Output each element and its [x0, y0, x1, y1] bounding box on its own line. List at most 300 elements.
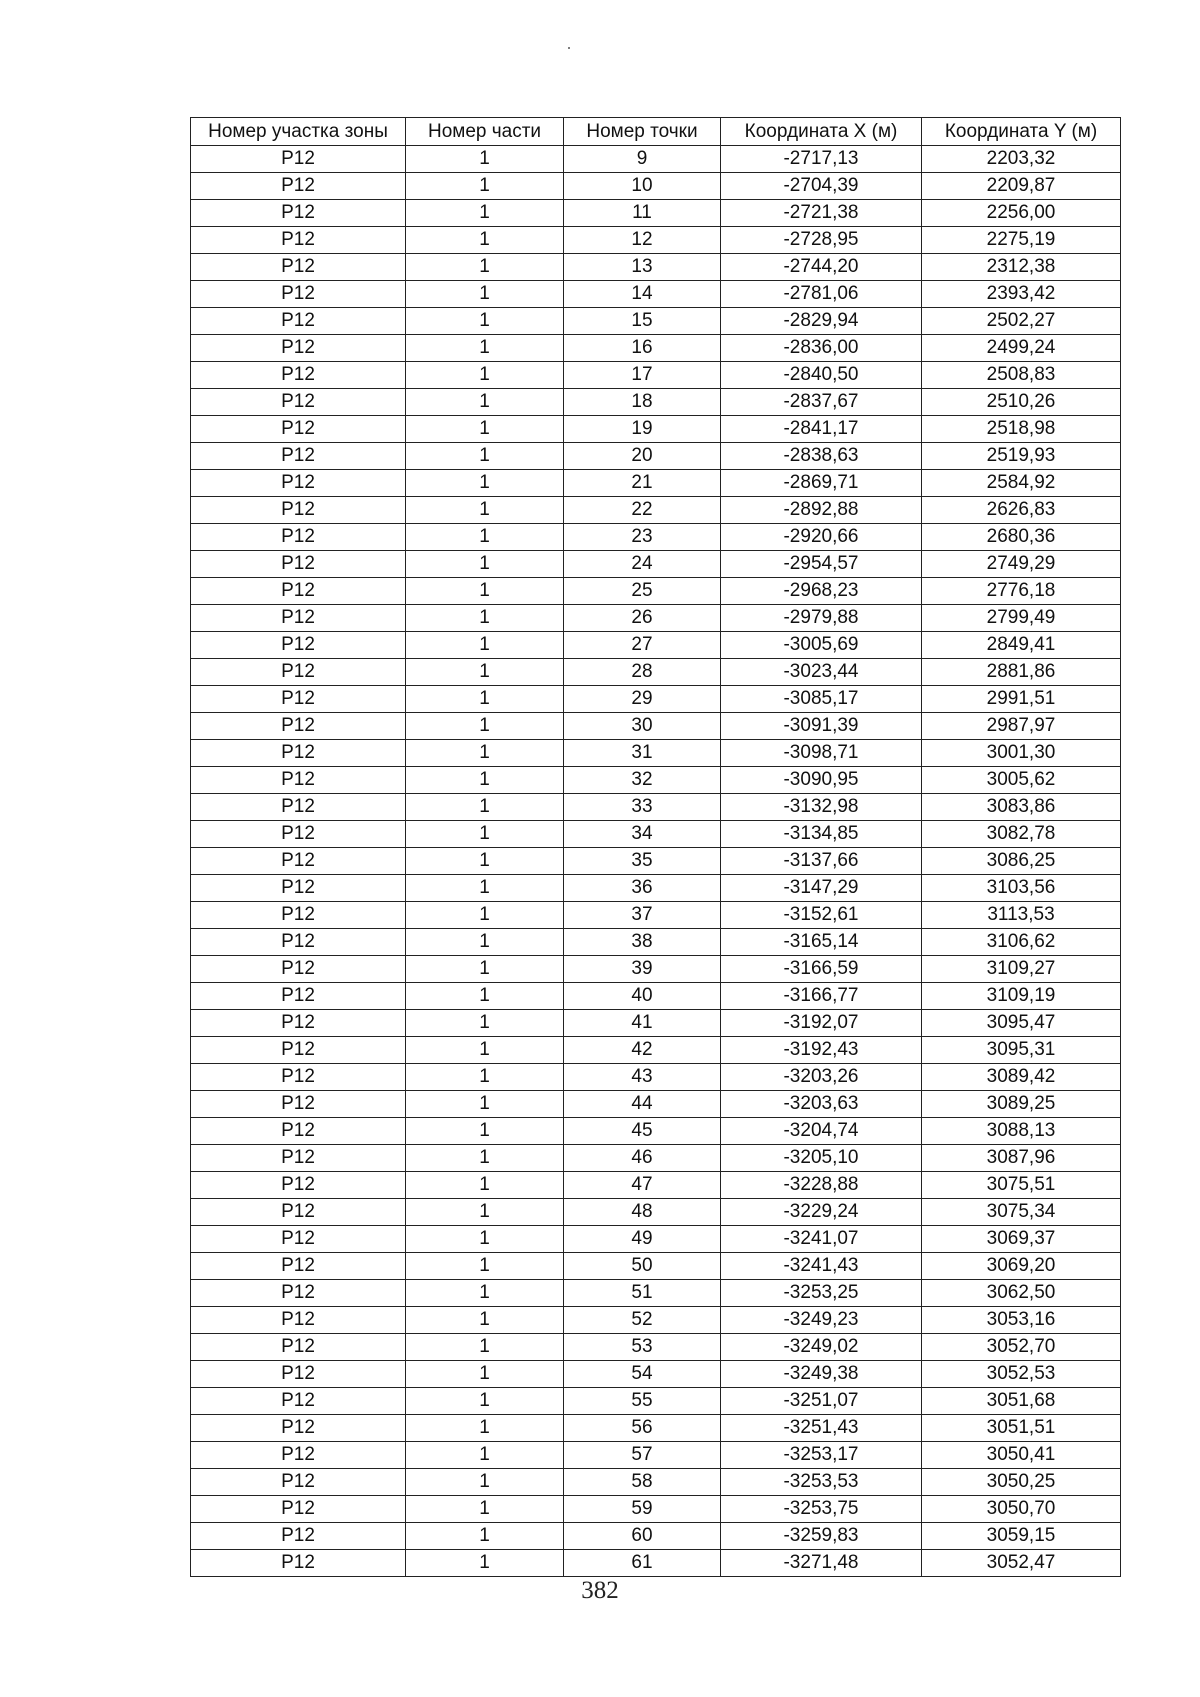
cell-zone-section: P12	[191, 146, 406, 173]
cell-coordinate-y: 3069,37	[922, 1226, 1121, 1253]
page-number: 382	[581, 1577, 619, 1604]
cell-coordinate-x: -3253,17	[721, 1442, 922, 1469]
cell-part-number: 1	[406, 1064, 564, 1091]
coordinates-table	[190, 117, 1121, 1577]
cell-zone-section: P12	[191, 1307, 406, 1334]
cell-point-number: 60	[564, 1523, 721, 1550]
cell-coordinate-y: 2312,38	[922, 254, 1121, 281]
cell-point-number: 11	[564, 200, 721, 227]
cell-zone-section: P12	[191, 1226, 406, 1253]
cell-coordinate-x: -3134,85	[721, 821, 922, 848]
table-row	[191, 1442, 1121, 1469]
cell-part-number: 1	[406, 983, 564, 1010]
cell-part-number: 1	[406, 740, 564, 767]
cell-part-number: 1	[406, 227, 564, 254]
cell-zone-section: P12	[191, 983, 406, 1010]
cell-point-number: 39	[564, 956, 721, 983]
cell-coordinate-x: -2717,13	[721, 146, 922, 173]
cell-part-number: 1	[406, 902, 564, 929]
cell-coordinate-x: -3203,26	[721, 1064, 922, 1091]
cell-coordinate-x: -3228,88	[721, 1172, 922, 1199]
cell-coordinate-x: -2728,95	[721, 227, 922, 254]
cell-point-number: 52	[564, 1307, 721, 1334]
cell-zone-section: P12	[191, 254, 406, 281]
cell-coordinate-x: -3137,66	[721, 848, 922, 875]
cell-zone-section: P12	[191, 713, 406, 740]
cell-part-number: 1	[406, 1145, 564, 1172]
cell-coordinate-x: -3249,23	[721, 1307, 922, 1334]
table-row	[191, 200, 1121, 227]
cell-coordinate-x: -3152,61	[721, 902, 922, 929]
table-row	[191, 875, 1121, 902]
cell-point-number: 45	[564, 1118, 721, 1145]
cell-coordinate-x: -3098,71	[721, 740, 922, 767]
cell-coordinate-x: -2954,57	[721, 551, 922, 578]
cell-zone-section: P12	[191, 1199, 406, 1226]
table-row	[191, 416, 1121, 443]
cell-part-number: 1	[406, 1172, 564, 1199]
cell-point-number: 58	[564, 1469, 721, 1496]
table-row	[191, 902, 1121, 929]
table-row	[191, 713, 1121, 740]
table-row	[191, 767, 1121, 794]
cell-coordinate-y: 3052,47	[922, 1550, 1121, 1577]
cell-coordinate-x: -3192,43	[721, 1037, 922, 1064]
cell-coordinate-y: 3050,70	[922, 1496, 1121, 1523]
table-row	[191, 929, 1121, 956]
table-header	[191, 118, 1121, 146]
table-row	[191, 1064, 1121, 1091]
cell-part-number: 1	[406, 1442, 564, 1469]
cell-point-number: 30	[564, 713, 721, 740]
cell-coordinate-y: 3075,34	[922, 1199, 1121, 1226]
cell-point-number: 10	[564, 173, 721, 200]
cell-point-number: 16	[564, 335, 721, 362]
cell-part-number: 1	[406, 686, 564, 713]
cell-point-number: 55	[564, 1388, 721, 1415]
cell-part-number: 1	[406, 1037, 564, 1064]
cell-part-number: 1	[406, 794, 564, 821]
cell-zone-section: P12	[191, 416, 406, 443]
cell-point-number: 21	[564, 470, 721, 497]
cell-point-number: 35	[564, 848, 721, 875]
cell-part-number: 1	[406, 1226, 564, 1253]
table-row	[191, 983, 1121, 1010]
cell-coordinate-y: 2502,27	[922, 308, 1121, 335]
cell-coordinate-x: -2920,66	[721, 524, 922, 551]
cell-point-number: 49	[564, 1226, 721, 1253]
cell-zone-section: P12	[191, 551, 406, 578]
cell-coordinate-y: 3089,42	[922, 1064, 1121, 1091]
cell-zone-section: P12	[191, 308, 406, 335]
cell-coordinate-x: -2837,67	[721, 389, 922, 416]
header-row	[191, 118, 1121, 146]
table-row	[191, 740, 1121, 767]
cell-zone-section: P12	[191, 1361, 406, 1388]
table-row	[191, 1118, 1121, 1145]
cell-zone-section: P12	[191, 1172, 406, 1199]
table-row	[191, 551, 1121, 578]
cell-zone-section: P12	[191, 848, 406, 875]
cell-point-number: 15	[564, 308, 721, 335]
table-row	[191, 605, 1121, 632]
cell-part-number: 1	[406, 659, 564, 686]
cell-coordinate-y: 3062,50	[922, 1280, 1121, 1307]
cell-coordinate-x: -3166,77	[721, 983, 922, 1010]
cell-coordinate-x: -3271,48	[721, 1550, 922, 1577]
cell-part-number: 1	[406, 578, 564, 605]
cell-coordinate-y: 3109,19	[922, 983, 1121, 1010]
cell-zone-section: P12	[191, 1037, 406, 1064]
cell-coordinate-x: -2721,38	[721, 200, 922, 227]
cell-point-number: 54	[564, 1361, 721, 1388]
cell-coordinate-x: -3204,74	[721, 1118, 922, 1145]
header-part-number: Номер части	[406, 118, 564, 146]
cell-point-number: 27	[564, 632, 721, 659]
cell-zone-section: P12	[191, 605, 406, 632]
cell-zone-section: P12	[191, 1010, 406, 1037]
table-row	[191, 146, 1121, 173]
cell-zone-section: P12	[191, 1253, 406, 1280]
cell-point-number: 36	[564, 875, 721, 902]
cell-zone-section: P12	[191, 902, 406, 929]
cell-coordinate-x: -3249,02	[721, 1334, 922, 1361]
cell-coordinate-x: -3166,59	[721, 956, 922, 983]
table-row	[191, 956, 1121, 983]
cell-point-number: 17	[564, 362, 721, 389]
cell-coordinate-x: -2744,20	[721, 254, 922, 281]
cell-point-number: 13	[564, 254, 721, 281]
cell-coordinate-y: 3075,51	[922, 1172, 1121, 1199]
table-row	[191, 1496, 1121, 1523]
table-row	[191, 848, 1121, 875]
cell-coordinate-y: 3086,25	[922, 848, 1121, 875]
cell-point-number: 38	[564, 929, 721, 956]
cell-part-number: 1	[406, 1199, 564, 1226]
cell-coordinate-x: -3085,17	[721, 686, 922, 713]
cell-part-number: 1	[406, 551, 564, 578]
cell-part-number: 1	[406, 335, 564, 362]
cell-point-number: 42	[564, 1037, 721, 1064]
cell-zone-section: P12	[191, 1388, 406, 1415]
cell-zone-section: P12	[191, 1496, 406, 1523]
cell-part-number: 1	[406, 1118, 564, 1145]
header-coordinate-y: Координата Y (м)	[922, 118, 1121, 146]
cell-coordinate-y: 2275,19	[922, 227, 1121, 254]
cell-part-number: 1	[406, 1496, 564, 1523]
cell-zone-section: P12	[191, 929, 406, 956]
table-row	[191, 524, 1121, 551]
cell-zone-section: P12	[191, 443, 406, 470]
cell-part-number: 1	[406, 524, 564, 551]
cell-point-number: 40	[564, 983, 721, 1010]
cell-zone-section: P12	[191, 956, 406, 983]
cell-zone-section: P12	[191, 794, 406, 821]
cell-part-number: 1	[406, 389, 564, 416]
cell-part-number: 1	[406, 1361, 564, 1388]
cell-point-number: 57	[564, 1442, 721, 1469]
table-body	[191, 146, 1121, 1577]
table-row	[191, 1307, 1121, 1334]
cell-part-number: 1	[406, 173, 564, 200]
cell-part-number: 1	[406, 416, 564, 443]
cell-part-number: 1	[406, 308, 564, 335]
cell-part-number: 1	[406, 200, 564, 227]
cell-zone-section: P12	[191, 578, 406, 605]
cell-zone-section: P12	[191, 1469, 406, 1496]
cell-coordinate-y: 2749,29	[922, 551, 1121, 578]
cell-zone-section: P12	[191, 686, 406, 713]
cell-part-number: 1	[406, 1334, 564, 1361]
cell-coordinate-x: -3205,10	[721, 1145, 922, 1172]
cell-coordinate-y: 3050,25	[922, 1469, 1121, 1496]
cell-zone-section: P12	[191, 1334, 406, 1361]
scan-speck	[568, 47, 570, 49]
table-row	[191, 497, 1121, 524]
cell-part-number: 1	[406, 956, 564, 983]
cell-coordinate-x: -3165,14	[721, 929, 922, 956]
table-row	[191, 794, 1121, 821]
cell-coordinate-y: 2499,24	[922, 335, 1121, 362]
cell-part-number: 1	[406, 1091, 564, 1118]
cell-zone-section: P12	[191, 1442, 406, 1469]
cell-coordinate-y: 2680,36	[922, 524, 1121, 551]
cell-part-number: 1	[406, 470, 564, 497]
cell-point-number: 34	[564, 821, 721, 848]
table-row	[191, 1415, 1121, 1442]
cell-zone-section: P12	[191, 740, 406, 767]
cell-coordinate-y: 3059,15	[922, 1523, 1121, 1550]
cell-coordinate-y: 3052,70	[922, 1334, 1121, 1361]
table-row	[191, 254, 1121, 281]
cell-coordinate-x: -2979,88	[721, 605, 922, 632]
cell-coordinate-y: 3001,30	[922, 740, 1121, 767]
cell-coordinate-x: -3251,07	[721, 1388, 922, 1415]
cell-coordinate-y: 3082,78	[922, 821, 1121, 848]
cell-coordinate-y: 3109,27	[922, 956, 1121, 983]
cell-zone-section: P12	[191, 335, 406, 362]
cell-zone-section: P12	[191, 1550, 406, 1577]
table-row	[191, 821, 1121, 848]
cell-coordinate-y: 3087,96	[922, 1145, 1121, 1172]
cell-point-number: 31	[564, 740, 721, 767]
cell-coordinate-x: -3241,43	[721, 1253, 922, 1280]
cell-coordinate-x: -3147,29	[721, 875, 922, 902]
cell-part-number: 1	[406, 1415, 564, 1442]
cell-part-number: 1	[406, 1280, 564, 1307]
cell-coordinate-x: -2841,17	[721, 416, 922, 443]
cell-part-number: 1	[406, 632, 564, 659]
cell-zone-section: P12	[191, 173, 406, 200]
cell-coordinate-y: 2881,86	[922, 659, 1121, 686]
cell-coordinate-x: -3251,43	[721, 1415, 922, 1442]
cell-coordinate-x: -2892,88	[721, 497, 922, 524]
cell-coordinate-y: 2991,51	[922, 686, 1121, 713]
cell-part-number: 1	[406, 848, 564, 875]
table-row	[191, 1010, 1121, 1037]
cell-point-number: 33	[564, 794, 721, 821]
table-row	[191, 1550, 1121, 1577]
cell-point-number: 9	[564, 146, 721, 173]
table-row	[191, 1037, 1121, 1064]
cell-zone-section: P12	[191, 281, 406, 308]
cell-coordinate-x: -2869,71	[721, 470, 922, 497]
cell-coordinate-y: 3052,53	[922, 1361, 1121, 1388]
table-row	[191, 1388, 1121, 1415]
cell-zone-section: P12	[191, 1415, 406, 1442]
cell-coordinate-y: 2626,83	[922, 497, 1121, 524]
cell-coordinate-x: -3091,39	[721, 713, 922, 740]
cell-part-number: 1	[406, 929, 564, 956]
cell-part-number: 1	[406, 1550, 564, 1577]
table-row	[191, 1226, 1121, 1253]
cell-point-number: 14	[564, 281, 721, 308]
cell-point-number: 18	[564, 389, 721, 416]
cell-zone-section: P12	[191, 875, 406, 902]
cell-point-number: 59	[564, 1496, 721, 1523]
cell-coordinate-y: 2584,92	[922, 470, 1121, 497]
cell-zone-section: P12	[191, 821, 406, 848]
cell-zone-section: P12	[191, 632, 406, 659]
cell-part-number: 1	[406, 767, 564, 794]
cell-coordinate-y: 3083,86	[922, 794, 1121, 821]
cell-part-number: 1	[406, 362, 564, 389]
cell-coordinate-x: -3005,69	[721, 632, 922, 659]
cell-coordinate-y: 2209,87	[922, 173, 1121, 200]
cell-zone-section: P12	[191, 1145, 406, 1172]
cell-coordinate-x: -3253,53	[721, 1469, 922, 1496]
cell-zone-section: P12	[191, 1523, 406, 1550]
cell-point-number: 50	[564, 1253, 721, 1280]
cell-part-number: 1	[406, 254, 564, 281]
cell-zone-section: P12	[191, 470, 406, 497]
table-row	[191, 578, 1121, 605]
cell-coordinate-y: 3051,68	[922, 1388, 1121, 1415]
table-row	[191, 389, 1121, 416]
cell-coordinate-y: 3089,25	[922, 1091, 1121, 1118]
cell-coordinate-y: 3095,47	[922, 1010, 1121, 1037]
table-row	[191, 1361, 1121, 1388]
cell-part-number: 1	[406, 713, 564, 740]
cell-part-number: 1	[406, 497, 564, 524]
cell-coordinate-x: -3192,07	[721, 1010, 922, 1037]
cell-part-number: 1	[406, 146, 564, 173]
cell-coordinate-y: 3095,31	[922, 1037, 1121, 1064]
table-row	[191, 1334, 1121, 1361]
table-row	[191, 362, 1121, 389]
cell-coordinate-y: 2510,26	[922, 389, 1121, 416]
cell-point-number: 43	[564, 1064, 721, 1091]
table-row	[191, 335, 1121, 362]
cell-part-number: 1	[406, 875, 564, 902]
cell-coordinate-x: -3090,95	[721, 767, 922, 794]
cell-coordinate-x: -2840,50	[721, 362, 922, 389]
cell-coordinate-x: -2781,06	[721, 281, 922, 308]
cell-point-number: 61	[564, 1550, 721, 1577]
cell-point-number: 37	[564, 902, 721, 929]
cell-zone-section: P12	[191, 767, 406, 794]
table-row	[191, 1172, 1121, 1199]
table-row	[191, 308, 1121, 335]
cell-coordinate-y: 2508,83	[922, 362, 1121, 389]
cell-part-number: 1	[406, 605, 564, 632]
table-row	[191, 1199, 1121, 1226]
table-row	[191, 1523, 1121, 1550]
cell-zone-section: P12	[191, 362, 406, 389]
cell-coordinate-y: 3050,41	[922, 1442, 1121, 1469]
cell-zone-section: P12	[191, 1118, 406, 1145]
table-row	[191, 281, 1121, 308]
cell-coordinate-x: -2838,63	[721, 443, 922, 470]
cell-zone-section: P12	[191, 1280, 406, 1307]
cell-part-number: 1	[406, 1253, 564, 1280]
cell-coordinate-y: 2519,93	[922, 443, 1121, 470]
cell-point-number: 12	[564, 227, 721, 254]
table-row	[191, 632, 1121, 659]
table-row	[191, 1280, 1121, 1307]
cell-part-number: 1	[406, 821, 564, 848]
table-row	[191, 1469, 1121, 1496]
table-row	[191, 1145, 1121, 1172]
cell-coordinate-y: 2799,49	[922, 605, 1121, 632]
cell-point-number: 44	[564, 1091, 721, 1118]
table-row	[191, 173, 1121, 200]
table-row	[191, 470, 1121, 497]
table-row	[191, 227, 1121, 254]
cell-coordinate-y: 2849,41	[922, 632, 1121, 659]
table-row	[191, 686, 1121, 713]
cell-zone-section: P12	[191, 200, 406, 227]
cell-point-number: 28	[564, 659, 721, 686]
cell-point-number: 51	[564, 1280, 721, 1307]
cell-part-number: 1	[406, 281, 564, 308]
header-point-number: Номер точки	[564, 118, 721, 146]
cell-point-number: 23	[564, 524, 721, 551]
cell-zone-section: P12	[191, 1091, 406, 1118]
cell-point-number: 24	[564, 551, 721, 578]
cell-part-number: 1	[406, 1523, 564, 1550]
cell-coordinate-x: -3203,63	[721, 1091, 922, 1118]
cell-coordinate-y: 3106,62	[922, 929, 1121, 956]
cell-point-number: 32	[564, 767, 721, 794]
cell-coordinate-y: 3113,53	[922, 902, 1121, 929]
cell-coordinate-y: 2987,97	[922, 713, 1121, 740]
cell-coordinate-y: 2256,00	[922, 200, 1121, 227]
cell-part-number: 1	[406, 1388, 564, 1415]
cell-point-number: 29	[564, 686, 721, 713]
table-row	[191, 1253, 1121, 1280]
cell-zone-section: P12	[191, 389, 406, 416]
cell-point-number: 46	[564, 1145, 721, 1172]
cell-coordinate-x: -2836,00	[721, 335, 922, 362]
cell-point-number: 47	[564, 1172, 721, 1199]
cell-coordinate-y: 2393,42	[922, 281, 1121, 308]
cell-coordinate-y: 2203,32	[922, 146, 1121, 173]
cell-point-number: 22	[564, 497, 721, 524]
header-coordinate-x: Координата X (м)	[721, 118, 922, 146]
cell-coordinate-x: -2968,23	[721, 578, 922, 605]
cell-zone-section: P12	[191, 227, 406, 254]
cell-coordinate-y: 2776,18	[922, 578, 1121, 605]
cell-coordinate-y: 3051,51	[922, 1415, 1121, 1442]
cell-coordinate-x: -3132,98	[721, 794, 922, 821]
cell-part-number: 1	[406, 443, 564, 470]
cell-part-number: 1	[406, 1307, 564, 1334]
cell-zone-section: P12	[191, 497, 406, 524]
cell-coordinate-y: 3088,13	[922, 1118, 1121, 1145]
table-row	[191, 443, 1121, 470]
header-zone-section: Номер участка зоны	[191, 118, 406, 146]
